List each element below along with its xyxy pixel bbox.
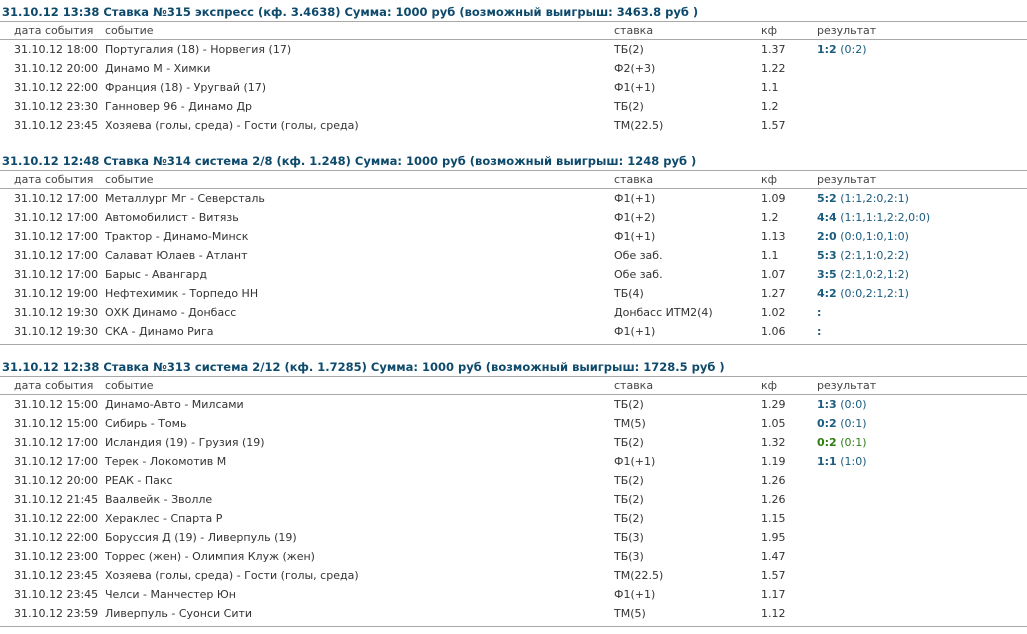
event-date: 31.10.12 19:30	[14, 325, 99, 338]
bet-title: 31.10.12 13:38 Ставка №315 экспресс (кф. 3.4638) Сумма: 1000 руб (возможный выигрыш: 3463.8 руб )	[2, 5, 699, 19]
table-row	[0, 414, 1027, 433]
bet-stake: Ф1(+1)	[614, 455, 656, 468]
table-row	[0, 284, 1027, 303]
event-name: Хозяева (голы, среда) - Гости (голы, среда)	[105, 119, 359, 132]
event-result	[817, 452, 867, 471]
result-score: 2:0	[817, 230, 837, 243]
event-name: Боруссия Д (19) - Ливерпуль (19)	[105, 531, 297, 544]
table-row	[0, 116, 1027, 135]
bet-coefficient: 1.26	[761, 493, 786, 506]
result-period-detail: (1:1,2:0,2:1)	[840, 192, 909, 205]
bet-stake: ТБ(2)	[614, 436, 644, 449]
event-date: 31.10.12 17:00	[14, 455, 99, 468]
col-event-header: событие	[105, 24, 154, 37]
event-date: 31.10.12 17:00	[14, 268, 99, 281]
col-stake-header: ставка	[614, 379, 654, 392]
table-row	[0, 97, 1027, 116]
bet-stake: ТБ(2)	[614, 493, 644, 506]
col-kf-header: кф	[761, 379, 778, 392]
event-date: 31.10.12 15:00	[14, 417, 99, 430]
result-score: 1:1	[817, 455, 837, 468]
bet-coefficient: 1.1	[761, 81, 779, 94]
event-result	[817, 303, 821, 322]
event-name: Португалия (18) - Норвегия (17)	[105, 43, 292, 56]
result-score: 3:5	[817, 268, 837, 281]
result-score: 0:2	[817, 436, 837, 449]
bet-stake: ТМ(22.5)	[614, 119, 664, 132]
event-name: Ливерпуль - Суонси Сити	[105, 607, 253, 620]
bet-stake: ТМ(22.5)	[614, 569, 664, 582]
table-header	[0, 21, 1027, 40]
col-kf-header: кф	[761, 24, 778, 37]
table-row	[0, 452, 1027, 471]
table-row	[0, 585, 1027, 604]
bet-title: 31.10.12 12:38 Ставка №313 система 2/12 (кф. 1.7285) Сумма: 1000 руб (возможный выигрыш: 1728.5 руб )	[2, 360, 725, 374]
bet-coefficient: 1.19	[761, 455, 786, 468]
bet-stake: Обе заб.	[614, 249, 663, 262]
table-row	[0, 471, 1027, 490]
bet-coefficient: 1.12	[761, 607, 786, 620]
event-result	[817, 395, 867, 414]
table-header	[0, 376, 1027, 395]
bet-rows	[0, 40, 1027, 135]
table-row	[0, 78, 1027, 97]
table-row	[0, 547, 1027, 566]
col-stake-header: ставка	[614, 173, 654, 186]
event-date: 31.10.12 22:00	[14, 81, 99, 94]
table-row	[0, 246, 1027, 265]
bet-coefficient: 1.2	[761, 100, 779, 113]
bet-coefficient: 1.13	[761, 230, 786, 243]
bet-coefficient: 1.17	[761, 588, 786, 601]
col-date-header: дата события	[14, 24, 94, 37]
event-name: Франция (18) - Уругвай (17)	[105, 81, 267, 94]
event-name: Динамо М - Химки	[105, 62, 211, 75]
result-period-detail: (0:1)	[840, 417, 867, 430]
table-row	[0, 395, 1027, 414]
table-header	[0, 170, 1027, 189]
bet-coefficient: 1.2	[761, 211, 779, 224]
table-row	[0, 322, 1027, 341]
event-date: 31.10.12 19:00	[14, 287, 99, 300]
table-row	[0, 208, 1027, 227]
bet-coefficient: 1.47	[761, 550, 786, 563]
event-name: Торрес (жен) - Олимпия Клуж (жен)	[105, 550, 315, 563]
result-score: 4:2	[817, 287, 837, 300]
bottom-divider	[0, 626, 1027, 627]
event-result	[817, 40, 867, 59]
event-date: 31.10.12 18:00	[14, 43, 99, 56]
event-name: Терек - Локомотив М	[105, 455, 227, 468]
result-score: 5:2	[817, 192, 837, 205]
bet-stake: ТМ(5)	[614, 607, 646, 620]
bet-stake: ТБ(3)	[614, 550, 644, 563]
table-row	[0, 604, 1027, 623]
event-result	[817, 208, 930, 227]
bet-stake: Ф1(+2)	[614, 211, 656, 224]
bet-stake: ТБ(2)	[614, 512, 644, 525]
event-date: 31.10.12 23:59	[14, 607, 99, 620]
col-event-header: событие	[105, 173, 154, 186]
event-name: Динамо-Авто - Милсами	[105, 398, 244, 411]
event-date: 31.10.12 17:00	[14, 211, 99, 224]
event-result	[817, 265, 909, 284]
event-date: 31.10.12 17:00	[14, 436, 99, 449]
event-name: РЕАК - Пакс	[105, 474, 173, 487]
col-result-header: результат	[817, 24, 877, 37]
result-period-detail: (1:1,1:1,2:2,0:0)	[840, 211, 931, 224]
event-name: Ганновер 96 - Динамо Др	[105, 100, 253, 113]
col-result-header: результат	[817, 379, 877, 392]
bet-coefficient: 1.95	[761, 531, 786, 544]
table-row	[0, 189, 1027, 208]
bet-coefficient: 1.05	[761, 417, 786, 430]
event-date: 31.10.12 17:00	[14, 249, 99, 262]
event-date: 31.10.12 21:45	[14, 493, 99, 506]
event-result	[817, 433, 867, 452]
event-name: Автомобилист - Витязь	[105, 211, 239, 224]
table-row	[0, 265, 1027, 284]
event-date: 31.10.12 20:00	[14, 474, 99, 487]
table-row	[0, 433, 1027, 452]
event-name: Сибирь - Томь	[105, 417, 187, 430]
event-name: Трактор - Динамо-Минск	[105, 230, 249, 243]
bet-coefficient: 1.1	[761, 249, 779, 262]
event-date: 31.10.12 22:00	[14, 512, 99, 525]
bet-stake: ТБ(2)	[614, 398, 644, 411]
event-date: 31.10.12 23:00	[14, 550, 99, 563]
result-period-detail: (0:0,1:0,1:0)	[840, 230, 909, 243]
bet-rows	[0, 395, 1027, 623]
bet-coefficient: 1.06	[761, 325, 786, 338]
result-score: 4:4	[817, 211, 837, 224]
bet-stake: Ф1(+1)	[614, 192, 656, 205]
bet-stake: ТБ(4)	[614, 287, 644, 300]
result-score: 1:3	[817, 398, 837, 411]
result-period-detail: (0:0,2:1,2:1)	[840, 287, 909, 300]
event-date: 31.10.12 17:00	[14, 192, 99, 205]
result-period-detail: (1:0)	[840, 455, 867, 468]
result-score: 1:2	[817, 43, 837, 56]
table-row	[0, 40, 1027, 59]
event-date: 31.10.12 15:00	[14, 398, 99, 411]
event-date: 31.10.12 23:45	[14, 569, 99, 582]
bet-stake: Ф2(+3)	[614, 62, 656, 75]
event-result	[817, 227, 909, 246]
event-name: Хераклес - Спарта Р	[105, 512, 223, 525]
bet-stake: Ф1(+1)	[614, 81, 656, 94]
bet-title: 31.10.12 12:48 Ставка №314 система 2/8 (кф. 1.248) Сумма: 1000 руб (возможный выигрыш: 1248 руб )	[2, 154, 697, 168]
col-stake-header: ставка	[614, 24, 654, 37]
result-score: :	[817, 306, 822, 319]
event-date: 31.10.12 20:00	[14, 62, 99, 75]
col-kf-header: кф	[761, 173, 778, 186]
event-name: Барыс - Авангард	[105, 268, 208, 281]
bet-coefficient: 1.29	[761, 398, 786, 411]
result-period-detail: (0:1)	[840, 436, 867, 449]
bet-stake: ТБ(3)	[614, 531, 644, 544]
event-name: ОХК Динамо - Донбасс	[105, 306, 237, 319]
event-name: Салават Юлаев - Атлант	[105, 249, 248, 262]
table-row	[0, 59, 1027, 78]
bet-stake: ТБ(2)	[614, 100, 644, 113]
bet-coefficient: 1.57	[761, 569, 786, 582]
event-name: Нефтехимик - Торпедо НН	[105, 287, 259, 300]
event-result	[817, 284, 909, 303]
col-result-header: результат	[817, 173, 877, 186]
bet-coefficient: 1.32	[761, 436, 786, 449]
table-row	[0, 303, 1027, 322]
result-score: 5:3	[817, 249, 837, 262]
bet-rows	[0, 189, 1027, 341]
bet-stake: Ф1(+1)	[614, 230, 656, 243]
bet-block-315	[0, 3, 1027, 135]
table-row	[0, 528, 1027, 547]
result-period-detail: (0:2)	[840, 43, 867, 56]
event-date: 31.10.12 17:00	[14, 230, 99, 243]
bet-coefficient: 1.09	[761, 192, 786, 205]
event-date: 31.10.12 23:45	[14, 119, 99, 132]
event-name: Челси - Манчестер Юн	[105, 588, 236, 601]
event-result	[817, 189, 909, 208]
bet-coefficient: 1.57	[761, 119, 786, 132]
event-name: Ваалвейк - Зволле	[105, 493, 213, 506]
col-date-header: дата события	[14, 379, 94, 392]
event-date: 31.10.12 23:30	[14, 100, 99, 113]
bet-coefficient: 1.37	[761, 43, 786, 56]
bet-coefficient: 1.22	[761, 62, 786, 75]
event-date: 31.10.12 23:45	[14, 588, 99, 601]
table-row	[0, 566, 1027, 585]
bet-stake: Обе заб.	[614, 268, 663, 281]
event-result	[817, 246, 909, 265]
bet-coefficient: 1.07	[761, 268, 786, 281]
event-name: Хозяева (голы, среда) - Гости (голы, среда)	[105, 569, 359, 582]
event-date: 31.10.12 22:00	[14, 531, 99, 544]
result-period-detail: (2:1,1:0,2:2)	[840, 249, 909, 262]
event-result	[817, 414, 867, 433]
bet-stake: Ф1(+1)	[614, 588, 656, 601]
col-date-header: дата события	[14, 173, 94, 186]
event-name: Исландия (19) - Грузия (19)	[105, 436, 265, 449]
result-score: 0:2	[817, 417, 837, 430]
result-score: :	[817, 325, 822, 338]
event-result	[817, 322, 821, 341]
result-period-detail: (0:0)	[840, 398, 867, 411]
bet-coefficient: 1.15	[761, 512, 786, 525]
bet-stake: Ф1(+1)	[614, 325, 656, 338]
bet-coefficient: 1.26	[761, 474, 786, 487]
bet-coefficient: 1.02	[761, 306, 786, 319]
bet-block-313	[0, 358, 1027, 623]
bet-stake: ТБ(2)	[614, 43, 644, 56]
table-row	[0, 509, 1027, 528]
bet-block-314	[0, 152, 1027, 341]
table-row	[0, 490, 1027, 509]
col-event-header: событие	[105, 379, 154, 392]
bet-stake: ТБ(2)	[614, 474, 644, 487]
bet-stake: ТМ(5)	[614, 417, 646, 430]
bet-stake: Донбасс ИТМ2(4)	[614, 306, 713, 319]
event-date: 31.10.12 19:30	[14, 306, 99, 319]
bet-coefficient: 1.27	[761, 287, 786, 300]
bottom-divider	[0, 344, 1027, 345]
table-row	[0, 227, 1027, 246]
result-period-detail: (2:1,0:2,1:2)	[840, 268, 909, 281]
event-name: СКА - Динамо Рига	[105, 325, 214, 338]
event-name: Металлург Мг - Северсталь	[105, 192, 265, 205]
